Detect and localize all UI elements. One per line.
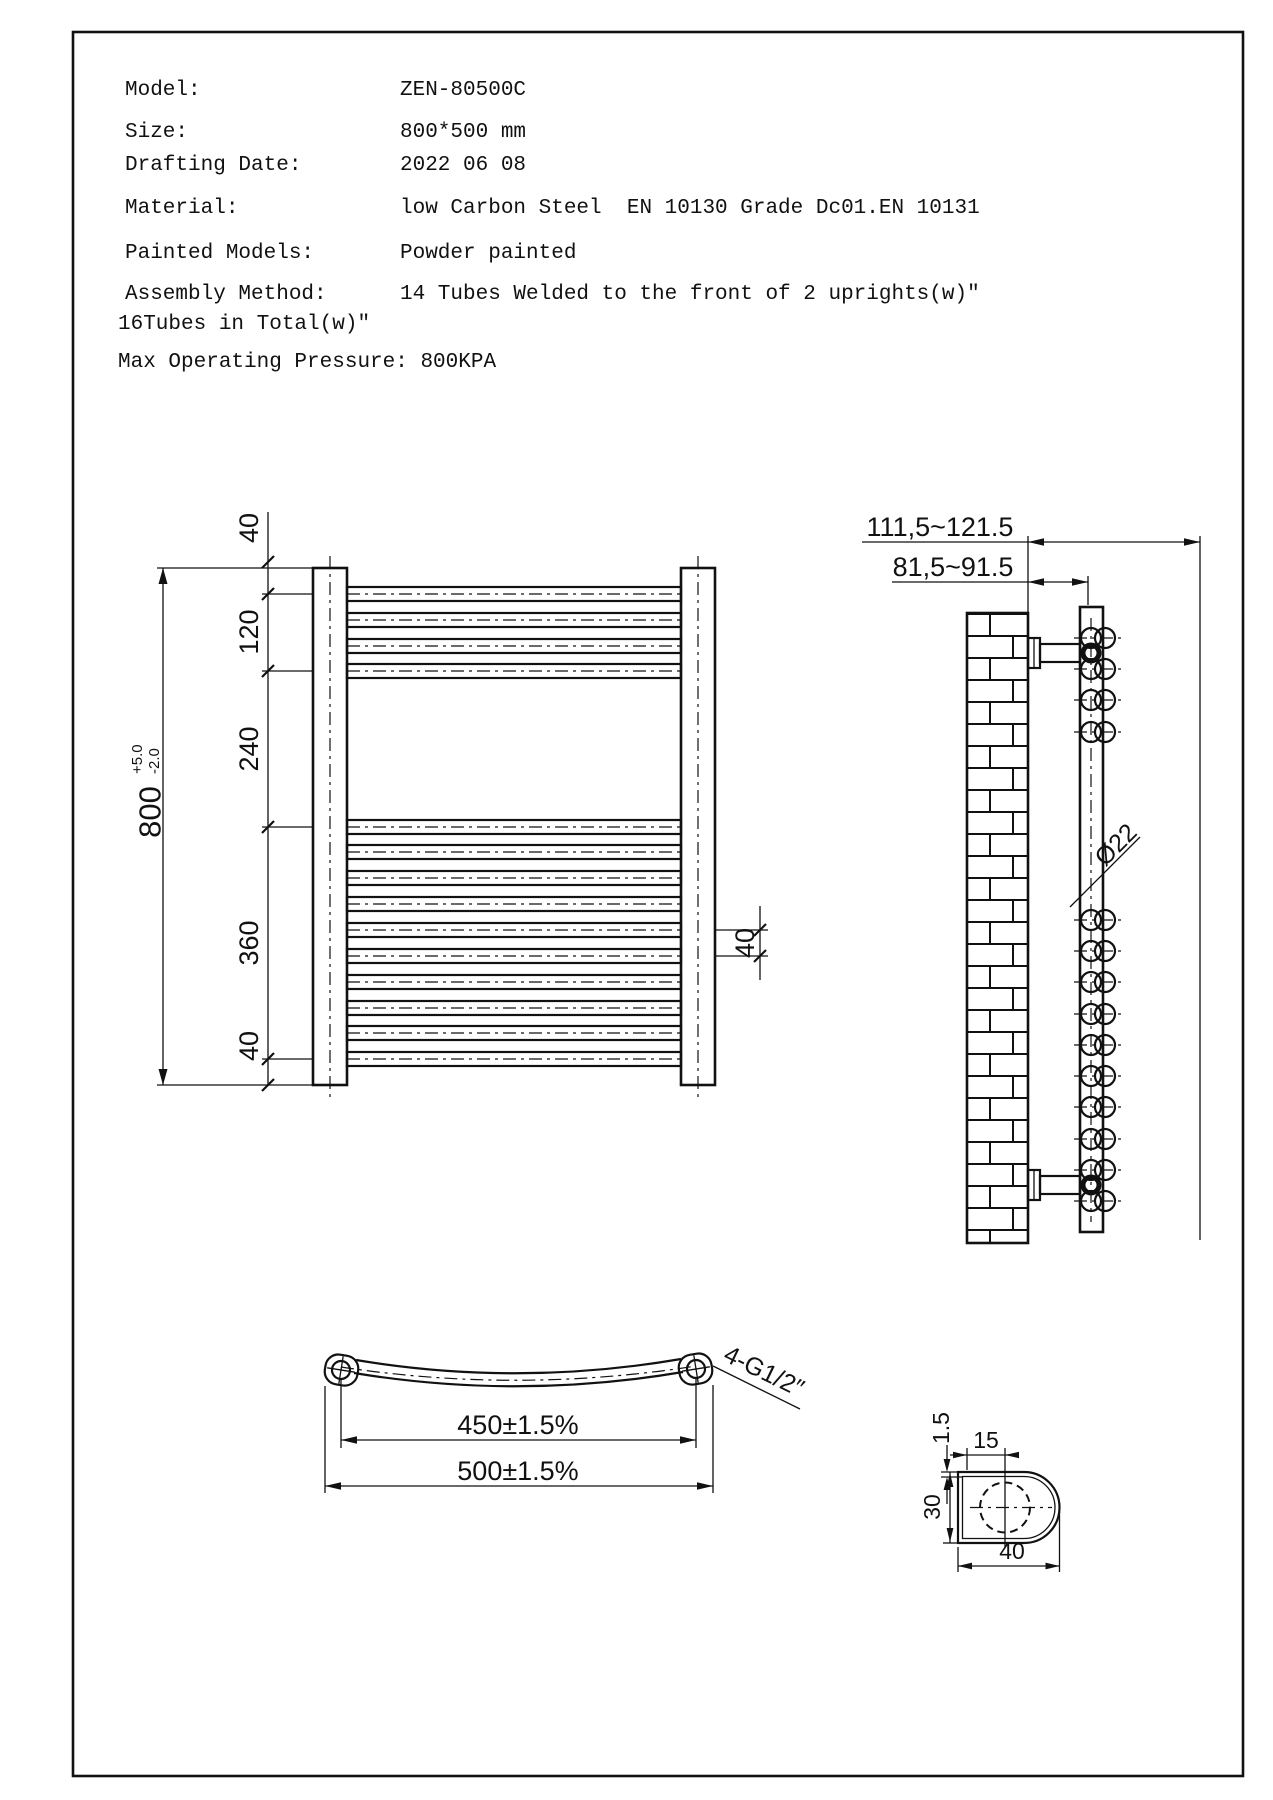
dim-label-group1: 120 (234, 609, 264, 655)
dim-label-gap: 240 (234, 726, 264, 772)
tube-row (347, 1052, 681, 1066)
dim-label-centres: 450±1.5% (457, 1410, 579, 1440)
dim-label-wall-thickness: 1.5 (928, 1412, 954, 1444)
callout-connections (713, 1340, 808, 1409)
tube-row (347, 1026, 681, 1040)
dim-label-wall-to-front: 111,5~121.5 (866, 512, 1014, 542)
spec-label: Drafting Date: (125, 154, 302, 177)
dimension-centres (341, 1379, 696, 1448)
wall-bracket-top (1028, 638, 1099, 668)
dim-label-group2: 360 (234, 920, 264, 966)
wall-hatch (967, 613, 1028, 1243)
dim-label-overall-width: 500±1.5% (457, 1456, 579, 1486)
dim-label-top-margin: 40 (234, 512, 264, 544)
dim-label-profile-width: 30 (919, 1494, 945, 1520)
tube-row (347, 897, 681, 911)
wall-bracket-bottom (1028, 1170, 1099, 1200)
dim-label-tube-diameter: Ø22 (1089, 818, 1143, 872)
dim-label-hole-offset: 15 (973, 1427, 999, 1453)
dim-label-height: 800 (132, 786, 168, 838)
spec-label: Assembly Method: (125, 283, 327, 306)
spec-label: Material: (125, 197, 239, 220)
spec-value: 14 Tubes Welded to the front of 2 uprights(w)″ (400, 283, 980, 306)
spec-extra-line: Max Operating Pressure: 800KPA (118, 351, 497, 374)
dimension-hole-offset (950, 1427, 1019, 1470)
spec-value: Powder painted (400, 242, 577, 265)
tube-row (347, 923, 681, 937)
dim-label-wall-to-back: 81,5~91.5 (892, 552, 1014, 582)
dim-label-profile-depth: 40 (999, 1538, 1025, 1564)
tube-row (347, 1001, 681, 1015)
dimension-chain-left (234, 512, 313, 1091)
tube-row (347, 820, 681, 834)
tube-row (347, 871, 681, 885)
tube-row (347, 613, 681, 627)
dim-tolerance-plus: +5.0 (129, 744, 146, 774)
dimension-profile-width (919, 1472, 958, 1543)
side-view (862, 512, 1200, 1243)
tube-row (347, 845, 681, 859)
tube-row (347, 639, 681, 653)
dim-tolerance-minus: -2.0 (146, 748, 163, 774)
detail-view (919, 1412, 1060, 1572)
tube-row (347, 975, 681, 989)
tube-row (347, 949, 681, 963)
spec-value: low Carbon Steel EN 10130 Grade Dc01.EN 10131 (400, 197, 980, 220)
spec-label: Size: (125, 121, 189, 144)
dim-label-pitch: 40 (730, 927, 760, 959)
dimension-wall-to-front (862, 512, 1200, 1240)
dimension-tube-pitch (715, 906, 768, 980)
tube-row (347, 587, 681, 601)
dimension-wall-to-back (892, 552, 1088, 605)
spec-block (118, 79, 980, 374)
tube-outer-arc (356, 1359, 681, 1373)
spec-label: Model: (125, 79, 201, 102)
tube-row (347, 664, 681, 678)
dim-label-connections: 4-G1/2″ (719, 1340, 809, 1403)
spec-label: Painted Models: (125, 242, 315, 265)
spec-value: 800*500 mm (400, 121, 527, 144)
front-view (129, 512, 768, 1097)
spec-value: 2022 06 08 (400, 154, 527, 177)
spec-value: ZEN-80500C (400, 79, 527, 102)
dim-label-bottom-margin: 40 (234, 1030, 264, 1062)
plan-view (323, 1340, 809, 1493)
spec-extra-line: 16Tubes in Total(w)″ (118, 313, 371, 336)
